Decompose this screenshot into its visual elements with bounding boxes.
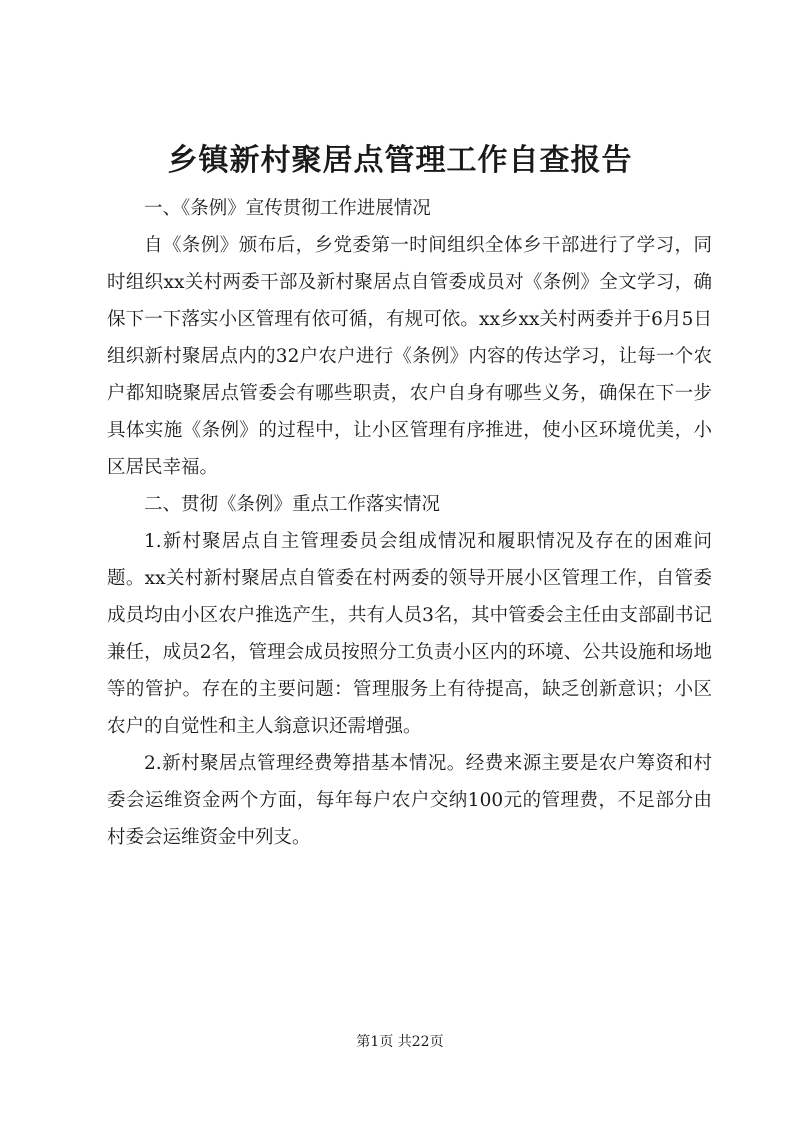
document-body xyxy=(107,190,712,856)
item-1-paragraph: 1.新村聚居点自主管理委员会组成情况和履职情况及存在的困难问题。xx关村新村聚居点自管委在村两委的领导开展小区管理工作，自管委成员均由小区农户推选产生，共有人员3名，其中管委会主任由支部副书记兼任，成员2名，管理会成员按照分工负责小区内的环境、公共设施和场地等的管护。存在的主要问题：管理服务上有待提高，缺乏创新意识；小区农户的自觉性和主人翁意识还需增强。 xyxy=(107,531,712,737)
document-title: 乡镇新村聚居点管理工作自查报告 xyxy=(167,143,633,178)
section-1-paragraph: 自《条例》颁布后，乡党委第一时间组织全体乡干部进行了学习，同时组织xx关村两委干部及新村聚居点自管委成员对《条例》全文学习，确保下一下落实小区管理有依可循，有规可依。xx乡xx关村两委并于6月5日组织新村聚居点内的32户农户进行《条例》内容的传达学习，让每一个农户都知晓聚居点管委会有哪些职责，农户自身有哪些义务，确保在下一步具体实施《条例》的过程中，让小区管理有序推进，使小区环境优美，小区居民幸福。 xyxy=(107,235,712,478)
section-2-heading: 二、贯彻《条例》重点工作落实情况 xyxy=(144,494,441,515)
page-number-footer: 第1页 共22页 xyxy=(356,1034,444,1050)
section-1-heading: 一、《条例》宣传贯彻工作进展情况 xyxy=(144,198,431,219)
item-2-paragraph: 2.新村聚居点管理经费筹措基本情况。经费来源主要是农户筹资和村委会运维资金两个方面，每年每户农户交纳100元的管理费，不足部分由村委会运维资金中列支。 xyxy=(107,753,712,848)
